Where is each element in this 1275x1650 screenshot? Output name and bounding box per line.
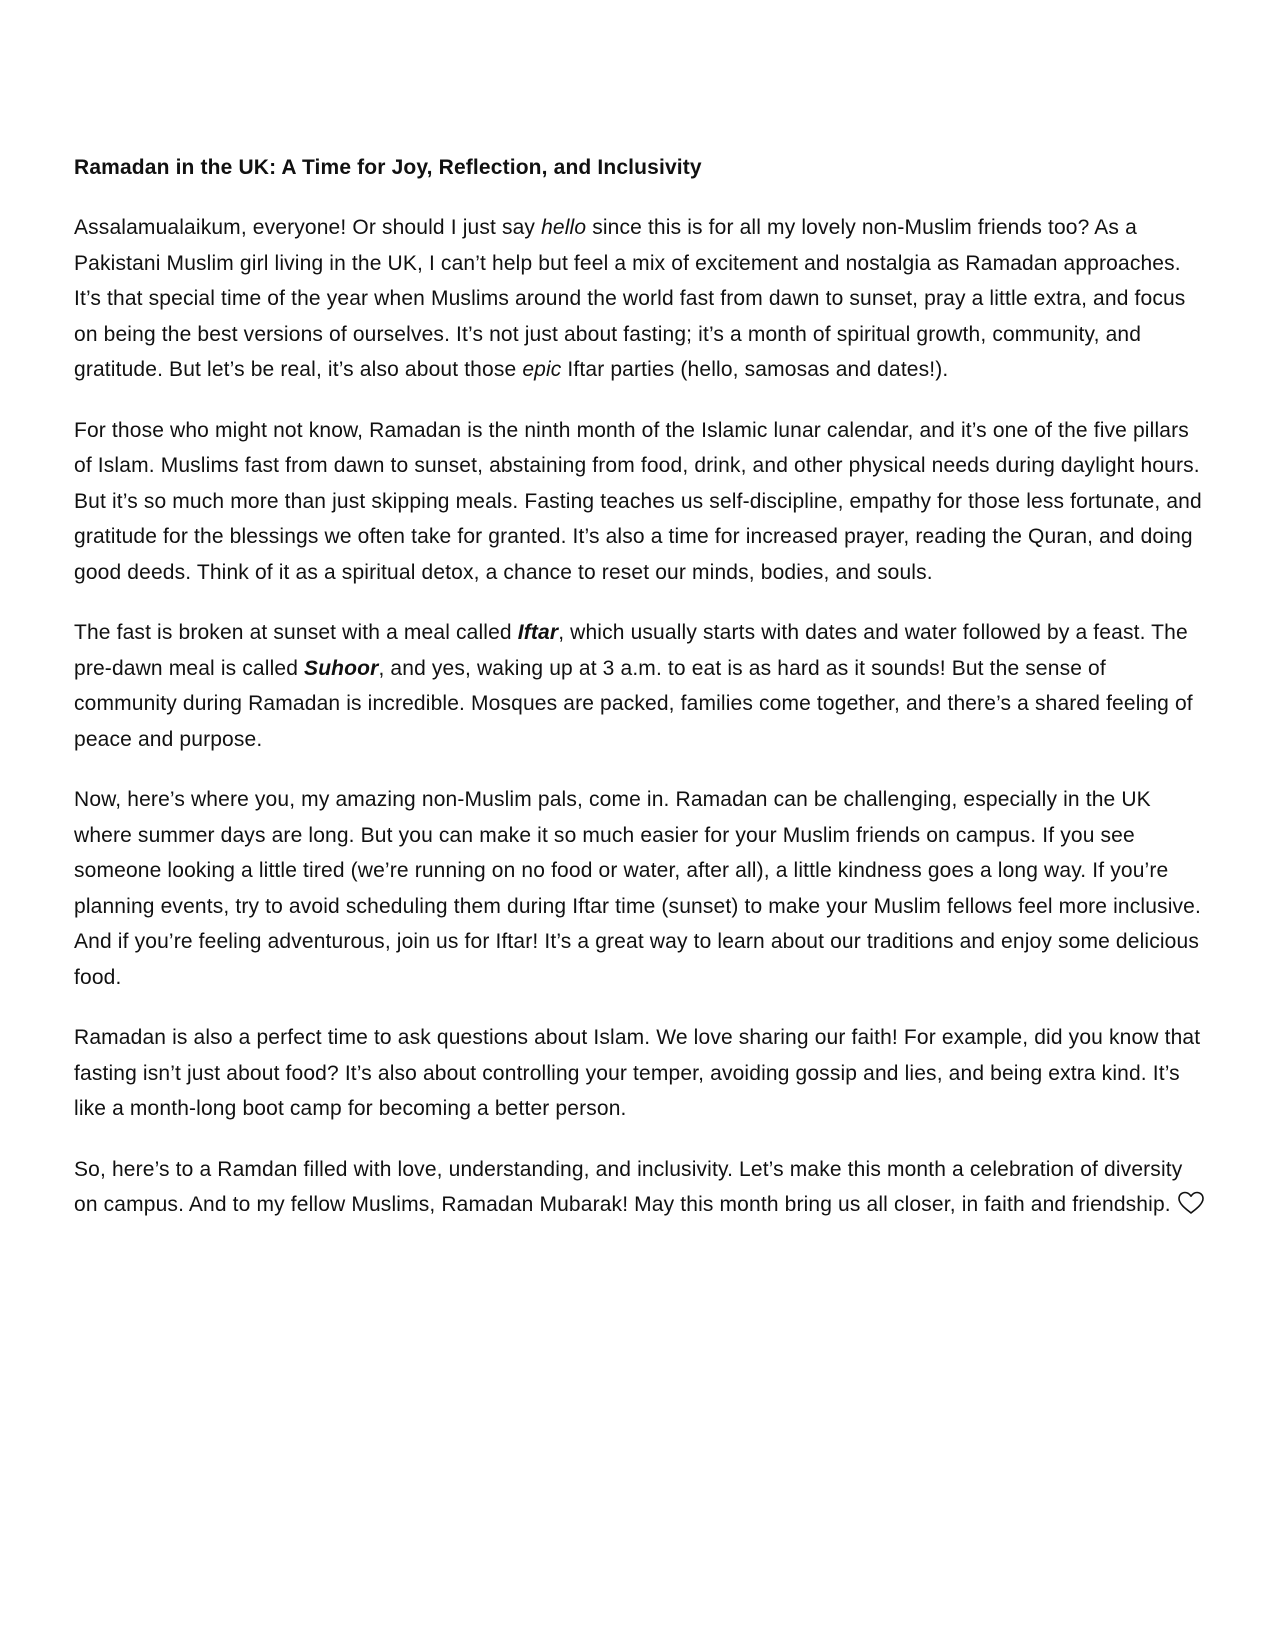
term-suhoor: Suhoor (304, 656, 379, 680)
paragraph-iftar-text-a: The fast is broken at sunset with a meal called (74, 621, 518, 644)
word-hello: hello (541, 216, 587, 239)
paragraph-closing (74, 1152, 1206, 1223)
paragraph-iftar-suhoor (74, 615, 1206, 757)
document-title: Ramadan in the UK: A Time for Joy, Reflection, and Inclusivity (74, 156, 702, 179)
paragraph-intro-text-b: since this is for all my lovely non-Muslim friends too? As a Pakistani Muslim girl living in the UK, I can’t help but feel a mix of excitement and nostalgia as Ramadan approaches. It’s that special time of the year when Muslims around the world fast from dawn to sunset, pray a little extra, and focus on being the best versions of ourselves. It’s not just about fasting; it’s a month of spiritual growth, community, and gratitude. But let’s be real, it’s also about those (74, 216, 1186, 381)
paragraph-intro (74, 210, 1206, 388)
paragraph-intro-text-a: Assalamualaikum, everyone! Or should I just say (74, 216, 542, 239)
word-epic: epic (522, 358, 562, 381)
paragraph-about-ramadan: For those who might not know, Ramadan is the ninth month of the Islamic lunar calendar, and it’s one of the five pillars of Islam. Muslims fast from dawn to sunset, abstaining from food, drink, and other physical needs during daylight hours. But it’s so much more than just skipping meals. Fasting teaches us self-discipline, empathy for those less fortunate, and gratitude for the blessings we often take for granted. It’s also a time for increased prayer, reading the Quran, and doing good deeds. Think of it as a spiritual detox, a chance to reset our minds, bodies, and souls. (74, 418, 1202, 584)
paragraph-iftar-text-c: , and yes, waking up at 3 a.m. to eat is as hard as it sounds! But the sense of community during Ramadan is incredible. Mosques are packed, families come together, and there’s a shared feeling of peace and purpose. (74, 656, 1193, 751)
heart-icon (1177, 1190, 1205, 1216)
document-body (74, 150, 1206, 1248)
term-iftar: Iftar (517, 621, 559, 644)
paragraph-non-muslim-friends: Now, here’s where you, my amazing non-Muslim pals, come in. Ramadan can be challenging, especially in the UK where summer days are long. But you can make it so much easier for your Muslim friends on campus. If you see someone looking a little tired (we’re running on no food or water, after all), a little kindness goes a long way. If you’re planning events, try to avoid scheduling them during Iftar time (sunset) to make your Muslim fellows feel more inclusive. And if you’re feeling adventurous, join us for Iftar! It’s a great way to learn about our traditions and enjoy some delicious food. (74, 788, 1201, 989)
paragraph-ask-questions: Ramadan is also a perfect time to ask questions about Islam. We love sharing our faith! For example, did you know that fasting isn’t just about food? It’s also about controlling your temper, avoiding gossip and lies, and being extra kind. It’s like a month-long boot camp for becoming a better person. (74, 1026, 1201, 1120)
paragraph-intro-text-c: Iftar parties (hello, samosas and dates!). (561, 358, 949, 381)
paragraph-closing-text: So, here’s to a Ramdan filled with love, understanding, and inclusivity. Let’s make this month a celebration of diversity on campus. And to my fellow Muslims, Ramadan Mubarak! May this month bring us all closer, in faith and friendship. (74, 1157, 1183, 1216)
paragraph-iftar-text-b: , which usually starts with dates and water followed by a feast. The pre-dawn meal is called (74, 621, 1188, 680)
